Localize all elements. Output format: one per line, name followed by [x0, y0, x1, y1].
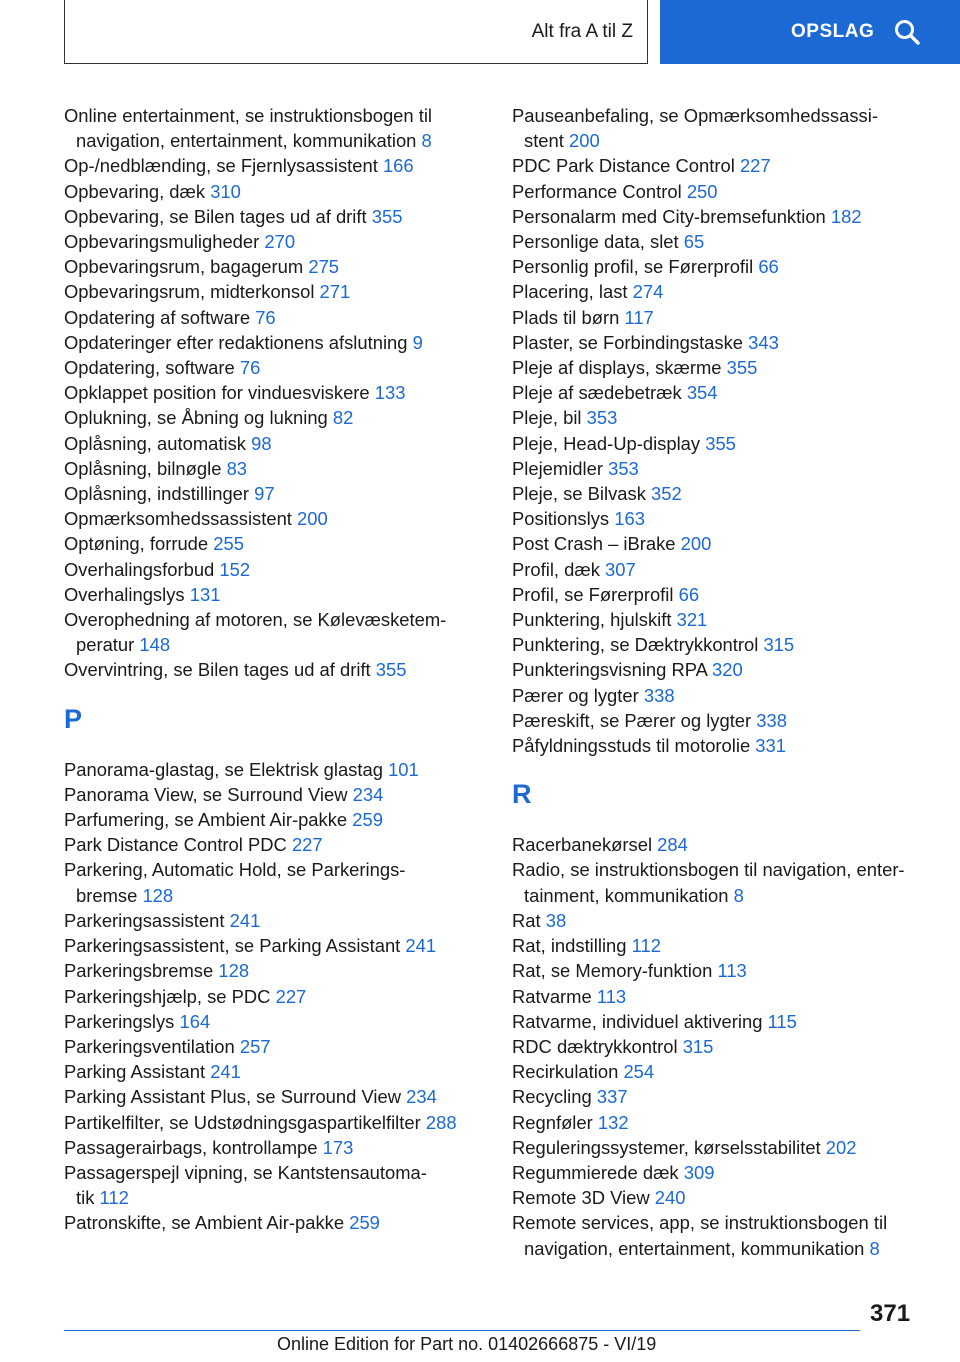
entry-text: Remote 3D View: [512, 1187, 650, 1209]
search-button[interactable]: [660, 0, 960, 64]
entry-text: Overvintring, se Bilen tages ud af drift: [64, 659, 371, 681]
index-entry: [64, 607, 484, 657]
index-entry: [64, 1160, 484, 1210]
page-link[interactable]: 200: [297, 508, 328, 530]
index-entry: [512, 958, 932, 983]
page-link[interactable]: 270: [264, 231, 296, 253]
page-link[interactable]: 112: [631, 935, 661, 957]
entries-p: [64, 757, 484, 1236]
index-entry: [512, 405, 932, 430]
entry-text: Parkeringsassistent: [64, 909, 225, 931]
page-link[interactable]: 112: [99, 1187, 129, 1209]
index-entry: [512, 933, 932, 958]
entry-text: Opmærksomhedssassistent: [64, 508, 292, 530]
page-number: 371: [870, 1300, 911, 1327]
entry-text-continued: navigation, entertainment, kommunikation: [76, 130, 417, 152]
entry-text: Pauseanbefaling, se Opmærksomhedssassi-: [512, 105, 878, 126]
index-entry: [512, 1059, 932, 1084]
index-entry: [64, 1135, 484, 1160]
page-link[interactable]: 355: [371, 205, 403, 227]
page-link[interactable]: 128: [142, 884, 174, 906]
index-column-right: [512, 103, 932, 1261]
page-link[interactable]: 275: [308, 256, 340, 278]
entry-text: Placering, last: [512, 281, 628, 303]
page-link[interactable]: 354: [686, 382, 718, 404]
entry-text: Recycling: [512, 1086, 592, 1108]
index-entry: [64, 531, 484, 556]
entry-text: Radio, se instruktionsbogen til navigation, enter-: [512, 859, 905, 881]
entries-o: [64, 103, 484, 683]
index-entry: [64, 782, 484, 807]
index-entry: [512, 733, 932, 758]
index-entry: [512, 984, 932, 1009]
page-link[interactable]: 200: [569, 130, 600, 152]
index-entry: [64, 279, 484, 304]
entry-text: Oplåsning, indstillinger: [64, 483, 250, 505]
entry-text: Ratvarme, individuel aktivering: [512, 1010, 763, 1032]
entry-text: Post Crash – iBrake: [512, 533, 676, 555]
page-link[interactable]: 241: [210, 1061, 241, 1083]
entry-text: Opbevaringsrum, midterkonsol: [64, 281, 315, 303]
page-link[interactable]: 338: [643, 684, 675, 706]
entry-text: Punktering, se Dæktrykkontrol: [512, 634, 759, 656]
page-link[interactable]: 274: [632, 281, 664, 303]
page-link[interactable]: 164: [179, 1010, 211, 1032]
entry-text-continued: tik: [76, 1187, 95, 1209]
index-entry: [64, 908, 484, 933]
entry-text: Parkeringsassistent, se Parking Assistant: [64, 935, 401, 957]
page-link[interactable]: 241: [229, 909, 261, 931]
index-entry: [512, 1110, 932, 1135]
page-link[interactable]: 320: [712, 659, 743, 681]
entry-text-continued: tainment, kommunikation: [524, 884, 729, 906]
entry-text-continued: bremse: [76, 884, 138, 906]
index-entry: [64, 1059, 484, 1084]
entry-text: Patronskifte, se Ambient Air-pakke: [64, 1212, 345, 1234]
page-link[interactable]: 234: [406, 1086, 437, 1108]
entry-text: Rat, indstilling: [512, 935, 627, 957]
page-link[interactable]: 9: [412, 331, 423, 353]
entry-text: Opbevaring, dæk: [64, 180, 206, 202]
index-entry: [64, 380, 484, 405]
page-link[interactable]: 250: [686, 180, 718, 202]
entry-text: Recirkulation: [512, 1061, 619, 1083]
index-entry: [64, 254, 484, 279]
index-entry: [512, 204, 932, 229]
page-link[interactable]: 65: [683, 231, 705, 253]
entry-text: Opbevaring, se Bilen tages ud af drift: [64, 205, 367, 227]
page-link[interactable]: 284: [657, 834, 688, 856]
entry-text: Remote services, app, se instruktionsbogen til: [512, 1212, 888, 1234]
index-entry: [512, 179, 932, 204]
entry-text: Parking Assistant: [64, 1061, 206, 1083]
index-entry: [64, 305, 484, 330]
index-entry: [512, 1084, 932, 1109]
page-link[interactable]: 98: [251, 432, 272, 454]
page-link[interactable]: 227: [739, 155, 771, 177]
header-tab[interactable]: [64, 0, 648, 64]
entry-text: Personlige data, slet: [512, 231, 679, 253]
entry-text: Park Distance Control PDC: [64, 834, 287, 856]
page-link[interactable]: 166: [382, 155, 414, 177]
page-link[interactable]: 131: [189, 583, 221, 605]
page-link[interactable]: 355: [705, 432, 736, 454]
index-entry: [64, 179, 484, 204]
entry-text: Påfyldningsstuds til motorolie: [512, 735, 751, 757]
index-column-left: [64, 103, 484, 1236]
page-link[interactable]: 355: [726, 357, 758, 379]
index-entry: [512, 1034, 932, 1059]
entry-text: Pleje af displays, skærme: [512, 357, 722, 379]
page-link[interactable]: 76: [239, 357, 261, 379]
entry-text: Opdatering, software: [64, 357, 235, 379]
page-link[interactable]: 152: [219, 558, 251, 580]
index-entry: [512, 1185, 932, 1210]
index-entry: [64, 204, 484, 229]
page-link[interactable]: 352: [651, 483, 682, 505]
entry-text: Passagerspejl vipning, se Kantstensautoma-: [64, 1161, 427, 1183]
page-link[interactable]: 8: [733, 884, 744, 906]
page-link[interactable]: 309: [683, 1161, 715, 1183]
index-entry: [512, 431, 932, 456]
entry-text: Rat, se Memory-funktion: [512, 960, 713, 982]
entry-text: Racerbanekørsel: [512, 834, 653, 856]
index-entry: [512, 456, 932, 481]
page-link[interactable]: 353: [586, 407, 618, 429]
page-link[interactable]: 132: [597, 1111, 629, 1133]
index-entry: [64, 153, 484, 178]
index-entry: [512, 607, 932, 632]
entry-text: Personalarm med City-bremsefunktion: [512, 205, 826, 227]
entry-text: Overhalingsforbud: [64, 558, 215, 580]
entry-text: Parking Assistant Plus, se Surround View: [64, 1086, 401, 1108]
index-entry: [512, 330, 932, 355]
index-entry: [64, 1084, 484, 1109]
page-link[interactable]: 163: [614, 508, 645, 530]
page-link[interactable]: 128: [218, 960, 250, 982]
entry-text: Pleje, bil: [512, 407, 582, 429]
magnifier-icon: [894, 19, 920, 45]
index-entry: [64, 557, 484, 582]
section-letter-p: P: [64, 703, 83, 734]
entry-text: Plads til børn: [512, 306, 620, 328]
entry-text: Oplåsning, automatisk: [64, 432, 246, 454]
page-link[interactable]: 321: [676, 609, 708, 631]
entry-text: Regummierede dæk: [512, 1161, 679, 1183]
index-entry: [512, 708, 932, 733]
entry-text: RDC dæktrykkontrol: [512, 1035, 678, 1057]
index-entry: [512, 103, 932, 153]
entry-text: Parfumering, se Ambient Air-pakke: [64, 809, 348, 831]
index-entry: [64, 1009, 484, 1034]
entry-text-continued: stent: [524, 130, 564, 152]
entry-text: Opbevaringsmuligheder: [64, 231, 260, 253]
page-link[interactable]: 8: [421, 130, 432, 152]
entry-text: Punktering, hjulskift: [512, 609, 672, 631]
entry-text: Reguleringssystemer, kørselsstabilitet: [512, 1136, 821, 1158]
entries-p-cont: [512, 103, 932, 758]
page-link[interactable]: 255: [213, 533, 244, 555]
entry-text: Optøning, forrude: [64, 533, 209, 555]
page-link[interactable]: 240: [654, 1187, 686, 1209]
index-entry: [64, 958, 484, 983]
page-link[interactable]: 254: [623, 1061, 655, 1083]
entry-text: Ratvarme: [512, 985, 592, 1007]
index-entry: [512, 481, 932, 506]
page-link[interactable]: 83: [226, 457, 248, 479]
index-entry: [64, 582, 484, 607]
page-link[interactable]: 271: [319, 281, 351, 303]
entry-text: Parkeringshjælp, se PDC: [64, 985, 271, 1007]
index-entry: [64, 456, 484, 481]
page-link[interactable]: 257: [239, 1035, 271, 1057]
index-entry: [512, 1135, 932, 1160]
index-entry: [512, 632, 932, 657]
index-entry: [512, 857, 932, 907]
entry-text: Overophedning af motoren, se Kølevæsketem-: [64, 609, 447, 631]
entry-text: Rat: [512, 909, 541, 931]
entry-text: Op-/nedblænding, se Fjernlysassistent: [64, 155, 378, 177]
entry-text: Pleje, se Bilvask: [512, 483, 646, 505]
index-entry: [64, 832, 484, 857]
page-link[interactable]: 117: [624, 306, 654, 328]
index-entry: [512, 355, 932, 380]
entry-text: Pleje, Head-Up-display: [512, 432, 701, 454]
index-entry: [512, 506, 932, 531]
index-entry: [512, 229, 932, 254]
index-entry: [512, 582, 932, 607]
index-entry: [64, 857, 484, 907]
section-letter-r: R: [512, 779, 532, 810]
index-entry: [512, 832, 932, 857]
entry-text: Profil, dæk: [512, 558, 600, 580]
index-entry: [64, 355, 484, 380]
index-entry: [512, 305, 932, 330]
entry-text: PDC Park Distance Control: [512, 155, 735, 177]
index-entry: [512, 279, 932, 304]
index-entry: [64, 103, 484, 153]
page-link[interactable]: 76: [255, 306, 276, 328]
page-link[interactable]: 200: [680, 533, 712, 555]
index-entry: [64, 933, 484, 958]
index-entry: [64, 984, 484, 1009]
entry-text: Regnføler: [512, 1111, 593, 1133]
entry-text: Punkteringsvisning RPA: [512, 659, 707, 681]
index-entry: [64, 807, 484, 832]
page-link[interactable]: 234: [352, 783, 384, 805]
page-link[interactable]: 173: [322, 1136, 354, 1158]
entry-text: Oplukning, se Åbning og lukning: [64, 407, 328, 429]
index-entry: [512, 557, 932, 582]
page-link[interactable]: 182: [830, 205, 862, 227]
entry-text: Parkeringsbremse: [64, 960, 214, 982]
index-entry: [512, 683, 932, 708]
page-link[interactable]: 331: [755, 735, 786, 757]
entry-text-continued: peratur: [76, 634, 135, 656]
entry-text: Profil, se Førerprofil: [512, 583, 674, 605]
page-link[interactable]: 227: [275, 985, 307, 1007]
index-entry: [64, 481, 484, 506]
entry-text: Performance Control: [512, 180, 682, 202]
entry-text: Opklappet position for vinduesviskere: [64, 382, 370, 404]
page-link[interactable]: 337: [596, 1086, 628, 1108]
page-link[interactable]: 148: [139, 634, 171, 656]
page-link[interactable]: 115: [767, 1010, 797, 1032]
page-link[interactable]: 355: [375, 659, 407, 681]
entry-text: Oplåsning, bilnøgle: [64, 457, 222, 479]
entry-text: Plejemidler: [512, 457, 603, 479]
page-link[interactable]: 38: [545, 909, 567, 931]
page-link[interactable]: 97: [254, 483, 275, 505]
search-label: OPSLAG: [791, 21, 875, 42]
entry-text: Positionslys: [512, 508, 610, 530]
index-entry: [512, 380, 932, 405]
index-entry: [512, 153, 932, 178]
page-link[interactable]: 202: [825, 1136, 857, 1158]
entry-text: Passagerairbags, kontrollampe: [64, 1136, 318, 1158]
page-link[interactable]: 310: [210, 180, 241, 202]
entry-text: Opdateringer efter redaktionens afslutning: [64, 331, 408, 353]
header-tab-label: Alt fra A til Z: [531, 20, 633, 42]
index-entry: [512, 657, 932, 682]
page-link[interactable]: 353: [608, 457, 639, 479]
entry-text: Online entertainment, se instruktionsbogen til: [64, 105, 433, 126]
entry-text: Pærer og lygter: [512, 684, 639, 706]
entry-text: Opdatering af software: [64, 306, 251, 328]
index-entry: [512, 254, 932, 279]
index-entry: [512, 1009, 932, 1034]
page-link[interactable]: 82: [332, 407, 354, 429]
index-entry: [64, 1210, 484, 1235]
page-link[interactable]: 101: [388, 758, 419, 780]
page-link[interactable]: 338: [756, 709, 787, 731]
entry-text: Overhalingslys: [64, 583, 185, 605]
page-link[interactable]: 259: [352, 809, 383, 831]
entry-text: Plaster, se Forbindingstaske: [512, 331, 744, 353]
entry-text: Panorama View, se Surround View: [64, 783, 348, 805]
entry-text-continued: navigation, entertainment, kommunikation: [524, 1237, 865, 1259]
page-link[interactable]: 343: [748, 331, 779, 353]
page-link[interactable]: 307: [605, 558, 636, 580]
index-entry: [512, 1160, 932, 1185]
entry-text: Pæreskift, se Pærer og lygter: [512, 709, 752, 731]
page-link[interactable]: 315: [682, 1035, 714, 1057]
page-link[interactable]: 113: [596, 985, 627, 1007]
index-entry: [64, 757, 484, 782]
page-link[interactable]: 66: [678, 583, 700, 605]
page-link[interactable]: 227: [291, 834, 323, 856]
page-link[interactable]: 66: [758, 256, 779, 278]
index-entry: [64, 330, 484, 355]
index-entry: [64, 431, 484, 456]
footer-divider: [64, 1330, 860, 1331]
entries-r: [512, 832, 932, 1260]
entry-text: Panorama-glastag, se Elektrisk glastag: [64, 758, 383, 780]
index-entry: [64, 405, 484, 430]
entry-text: Parkeringslys: [64, 1010, 175, 1032]
entry-text: Parkeringsventilation: [64, 1035, 235, 1057]
index-entry: [64, 1034, 484, 1059]
page-link[interactable]: 241: [405, 935, 437, 957]
page-link[interactable]: 133: [374, 382, 406, 404]
page-link[interactable]: 288: [425, 1111, 457, 1133]
page-link[interactable]: 8: [869, 1237, 880, 1259]
page-link[interactable]: 315: [763, 634, 795, 656]
entry-text: Partikelfilter, se Udstødningsgaspartikelfilter: [64, 1111, 421, 1133]
index-entry: [512, 908, 932, 933]
entry-text: Parkering, Automatic Hold, se Parkerings-: [64, 859, 406, 881]
footer-text: Online Edition for Part no. 01402666875 - VI/19: [277, 1334, 657, 1354]
index-entry: [64, 229, 484, 254]
index-entry: [64, 657, 484, 682]
page-link[interactable]: 259: [349, 1212, 380, 1234]
index-entry: [512, 1210, 932, 1260]
entry-text: Opbevaringsrum, bagagerum: [64, 256, 304, 278]
page-link[interactable]: 113: [717, 960, 747, 982]
index-entry: [64, 506, 484, 531]
index-entry: [512, 531, 932, 556]
index-entry: [64, 1110, 484, 1135]
entry-text: Pleje af sædebetræk: [512, 382, 682, 404]
entry-text: Personlig profil, se Førerprofil: [512, 256, 754, 278]
